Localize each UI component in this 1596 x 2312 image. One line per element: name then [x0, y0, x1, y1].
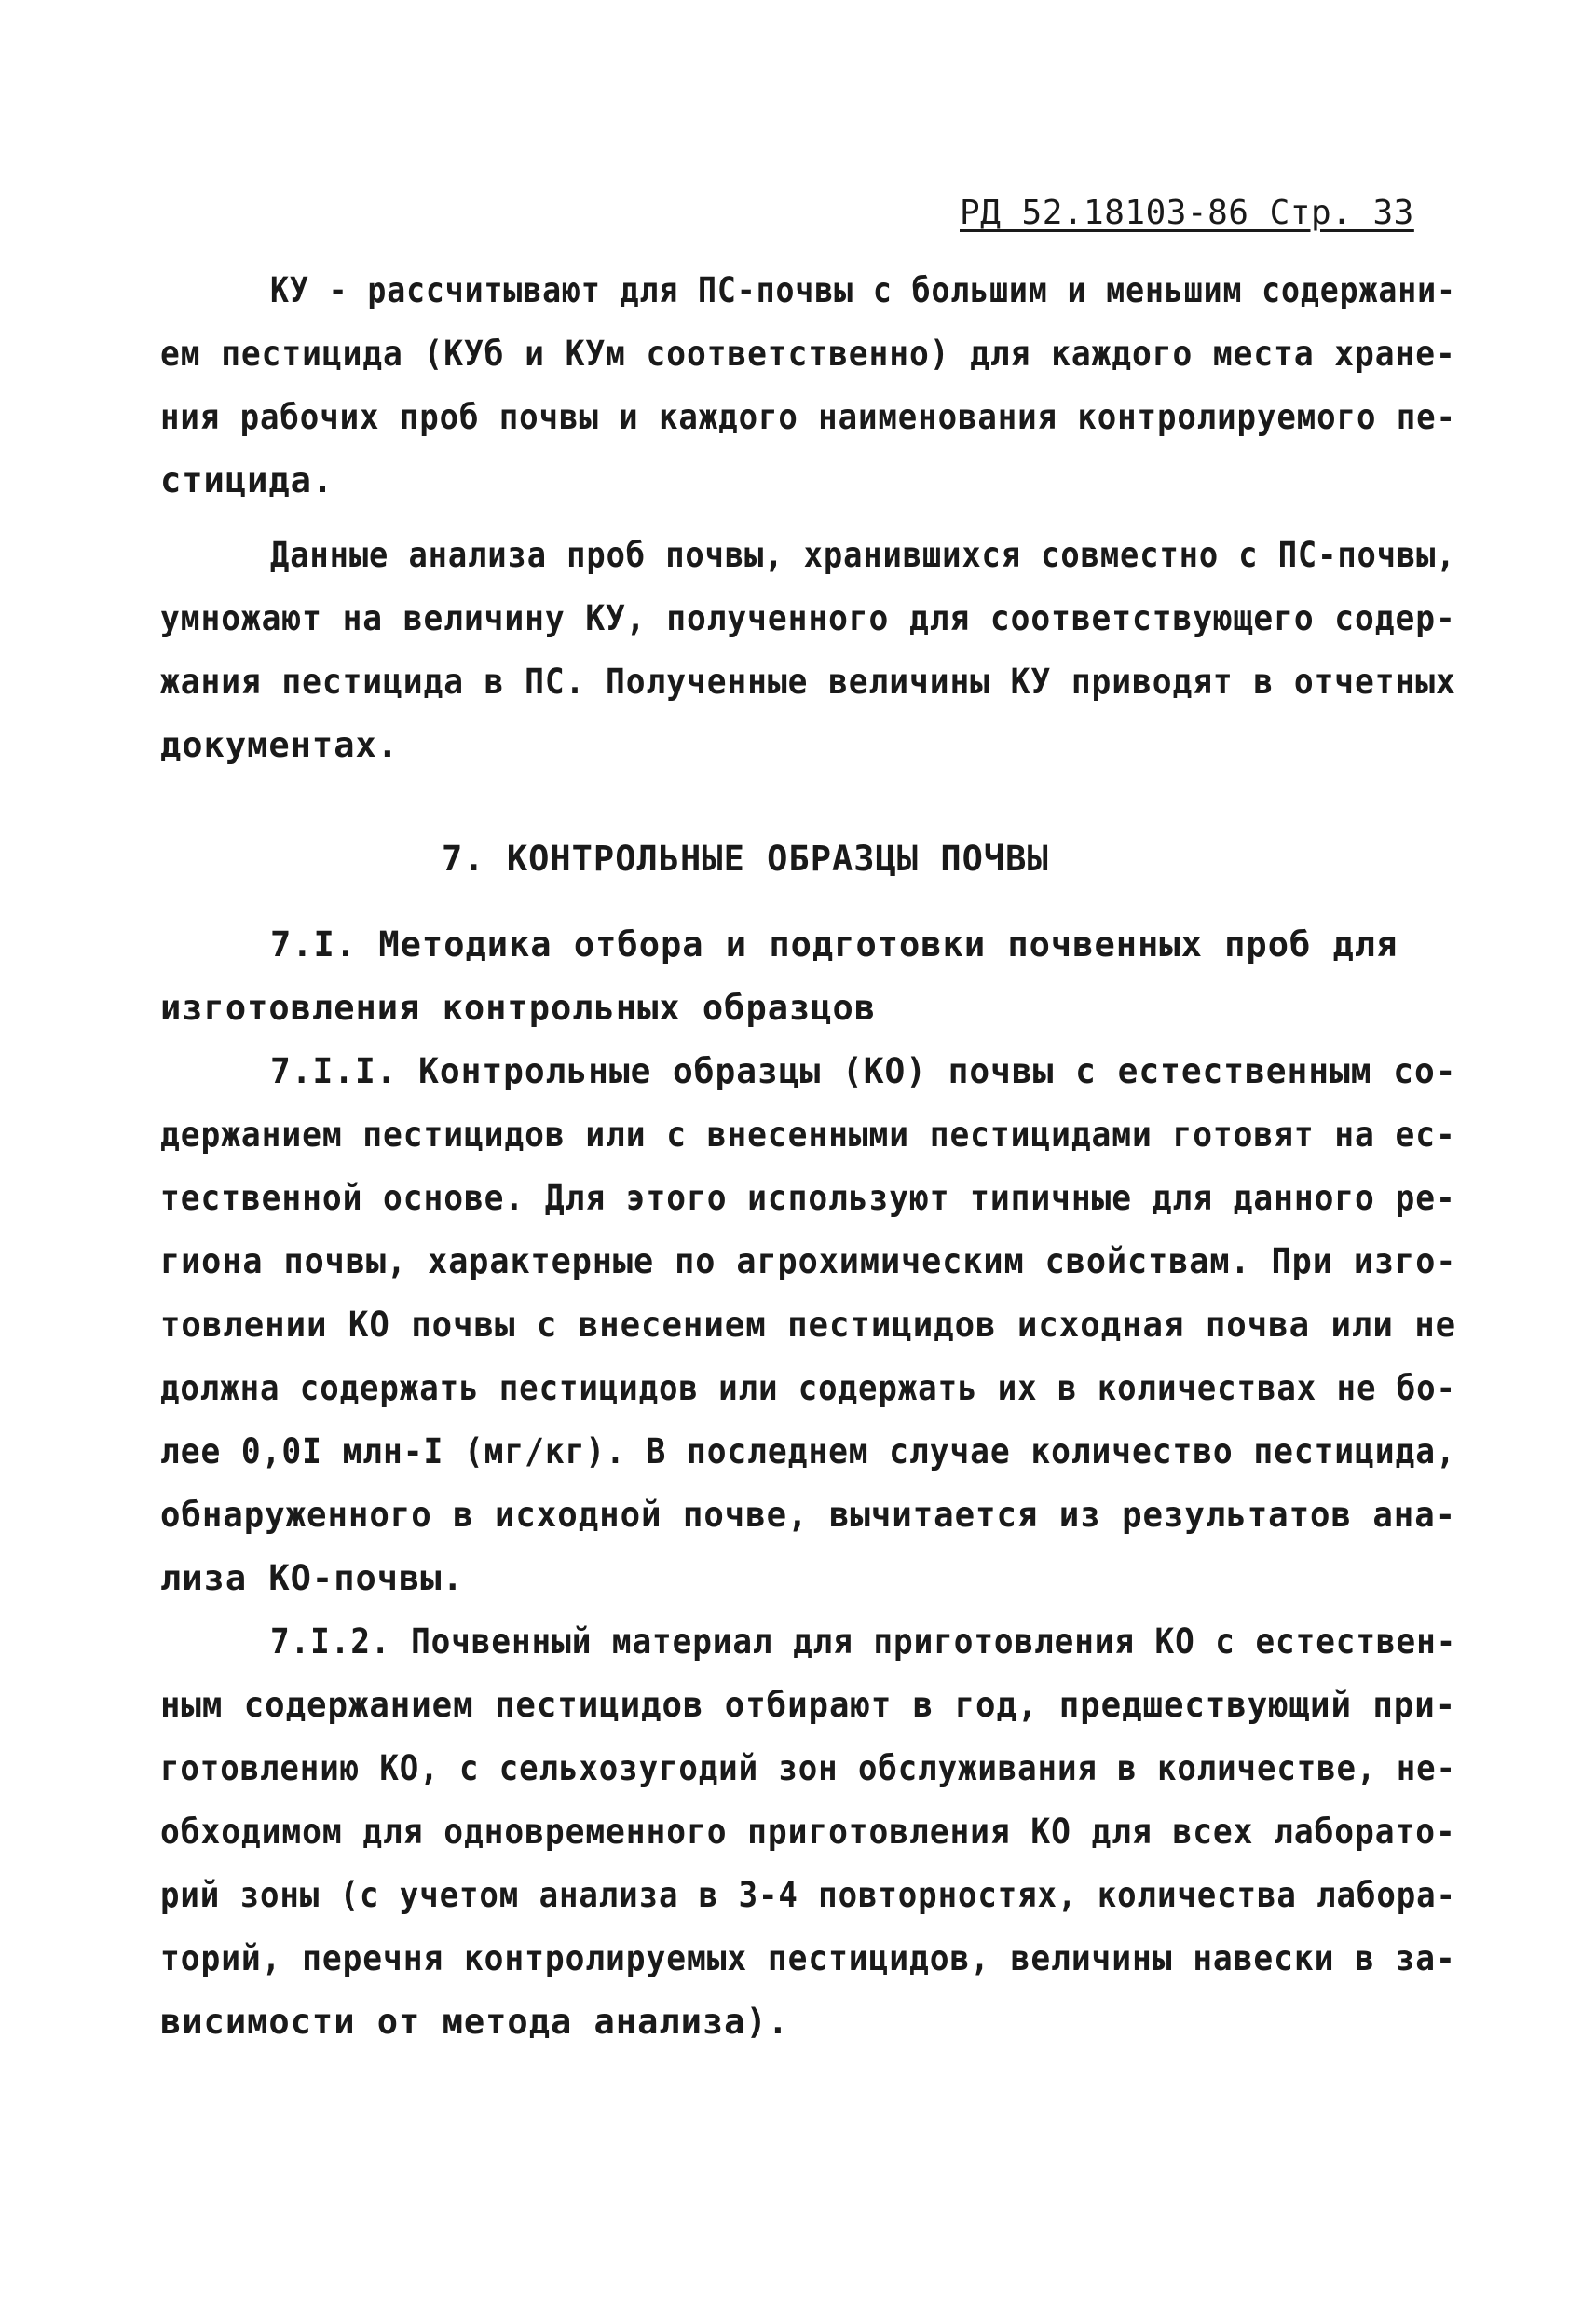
paragraph-line: 7.I.2. Почвенный материал для приготовления КО с естествен-	[270, 1621, 1457, 1662]
paragraph-line: стицида.	[160, 460, 334, 500]
paragraph-line: готовлению КО, с сельхозугодий зон обслуживания в количестве, не-	[160, 1748, 1456, 1788]
paragraph-line: обходимом для одновременного приготовления КО для всех лаборато-	[160, 1812, 1456, 1852]
paragraph-line: ем пестицида (КУб и КУм соответственно) для каждого места хране-	[160, 334, 1456, 374]
paragraph-line: гиона почвы, характерные по агрохимическим свойствам. При изго-	[160, 1241, 1457, 1281]
paragraph-line: рий зоны (с учетом анализа в 3-4 повторностях, количества лабора-	[160, 1875, 1456, 1915]
paragraph-line: документах.	[160, 725, 400, 765]
paragraph-line: висимости от метода анализа).	[160, 2002, 790, 2042]
paragraph-line: товлении КО почвы с внесением пестицидов исходная почва или не	[160, 1305, 1457, 1345]
paragraph-line: лиза КО-почвы.	[160, 1558, 464, 1598]
paragraph-line: 7.I. Методика отбора и подготовки почвенных проб для	[270, 924, 1398, 964]
paragraph-line: жания пестицида в ПС. Полученные величины КУ приводят в отчетных	[160, 662, 1456, 702]
paragraph-line: ным содержанием пестицидов отбирают в год, предшествующий при-	[160, 1685, 1457, 1725]
page-header: РД 52.18103-86 Стр. 33	[960, 194, 1414, 232]
paragraph-line: Данные анализа проб почвы, хранившихся совместно с ПС-почвы,	[270, 535, 1456, 575]
paragraph-line: КУ - рассчитывают для ПС-почвы с большим и меньшим содержани-	[270, 270, 1456, 310]
paragraph-line: обнаруженного в исходной почве, вычитается из результатов ана-	[160, 1495, 1457, 1535]
paragraph-line: изготовления контрольных образцов	[160, 988, 877, 1028]
paragraph-line: ния рабочих проб почвы и каждого наименования контролируемого пе-	[160, 397, 1456, 437]
paragraph-line: умножают на величину КУ, полученного для соответствующего содер-	[160, 598, 1456, 638]
paragraph-line: должна содержать пестицидов или содержать их в количествах не бо-	[160, 1368, 1456, 1408]
paragraph-line: тественной основе. Для этого используют типичные для данного ре-	[160, 1178, 1456, 1218]
section-title: 7. КОНТРОЛЬНЫЕ ОБРАЗЦЫ ПОЧВЫ	[442, 839, 1049, 879]
paragraph-line: держанием пестицидов или с внесенными пестицидами готовят на ес-	[160, 1115, 1456, 1155]
paragraph-line: торий, перечня контролируемых пестицидов, величины навески в за-	[160, 1938, 1456, 1978]
paragraph-line: 7.I.I. Контрольные образцы (КО) почвы с естественным со-	[270, 1051, 1457, 1091]
paragraph-line: лее 0,0I млн-I (мг/кг). В последнем случае количество пестицида,	[160, 1431, 1456, 1471]
